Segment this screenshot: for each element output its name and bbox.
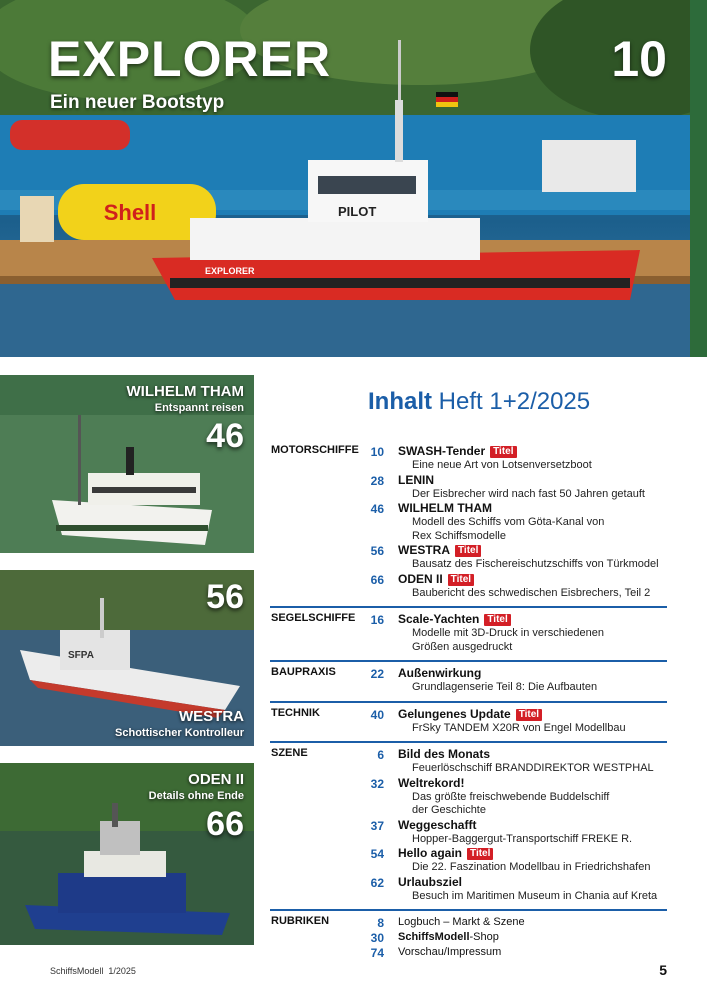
- rubrik-entry[interactable]: [270, 945, 667, 960]
- entry-description: Das größte freischwebende Buddelschiff: [412, 790, 610, 803]
- toc-entry[interactable]: [270, 572, 667, 601]
- entry-title-line: [398, 930, 667, 945]
- titel-badge: Titel: [484, 614, 510, 626]
- toc-entry[interactable]: [270, 543, 667, 572]
- shell-tank-label: Shell: [103, 200, 157, 225]
- entry-title-line: [398, 501, 667, 516]
- entry-page-number: 30: [370, 931, 384, 945]
- footer-page-number: 5: [659, 962, 667, 978]
- toc-entry[interactable]: [270, 707, 667, 736]
- toc-entry[interactable]: [270, 501, 667, 543]
- toc-heading: [368, 388, 590, 416]
- entry-title-line: [398, 776, 667, 791]
- rubrik-entry[interactable]: [270, 915, 667, 930]
- entry-title-line: [398, 875, 667, 890]
- entry-title: Scale-Yachten: [398, 612, 480, 626]
- thumb-title: WILHELM THAM: [126, 383, 244, 400]
- entry-page-number: 37: [370, 818, 384, 833]
- toc-entry[interactable]: [270, 473, 667, 502]
- entry-page-number: 16: [370, 613, 384, 627]
- hero-subtitle: Ein neuer Bootstyp: [50, 92, 225, 113]
- entry-page-number: 32: [370, 776, 384, 791]
- section-label: BAUPRAXIS: [271, 666, 336, 678]
- entry-title: Bild des Monats: [398, 747, 491, 761]
- thumb-westra[interactable]: [0, 570, 254, 746]
- toc-heading-bold: Inhalt: [368, 388, 432, 415]
- toc-entry[interactable]: [270, 818, 667, 847]
- entry-description: Baubericht des schwedischen Eisbrechers, Teil 2: [412, 586, 651, 599]
- entry-title-line: [398, 747, 667, 762]
- entry-title: Logbuch – Markt & Szene: [398, 916, 525, 928]
- entry-title: Weggeschafft: [398, 817, 477, 832]
- entry-page-number: 28: [370, 473, 384, 488]
- thumb-subtitle: Schottischer Kontrolleur: [115, 727, 244, 739]
- entry-title: Hello again: [398, 846, 463, 860]
- entry-description: FrSky TANDEM X20R von Engel Modellbau: [412, 721, 626, 734]
- toc-section: [270, 703, 667, 744]
- titel-badge: Titel: [448, 574, 474, 586]
- toc-entry[interactable]: [270, 444, 667, 473]
- entry-page-number: 56: [370, 544, 384, 558]
- entry-title: -Shop: [469, 931, 499, 943]
- titel-badge: Titel: [516, 709, 542, 721]
- section-label: SEGELSCHIFFE: [271, 612, 356, 624]
- entry-title: Weltrekord!: [398, 775, 465, 790]
- thumb-page-number: 66: [206, 805, 244, 843]
- toc-entry[interactable]: [270, 612, 667, 654]
- pilot-label: PILOT: [338, 204, 377, 219]
- entry-title: Gelungenes Update: [398, 706, 511, 721]
- entry-title-line: [398, 543, 667, 558]
- entry-page-number: 74: [370, 946, 384, 960]
- toc-section-rubriken: [270, 911, 667, 966]
- entry-title: Urlaubsziel: [398, 874, 463, 889]
- hero-title: EXPLORER: [48, 31, 332, 87]
- entry-description: der Geschichte: [412, 804, 486, 816]
- entry-page-number: 54: [370, 847, 384, 861]
- entry-page-number: 40: [370, 707, 384, 722]
- boat-name-label: EXPLORER: [205, 266, 255, 276]
- entry-description: Eine neue Art von Lotsenversetzboot: [412, 459, 592, 471]
- titel-badge: Titel: [467, 848, 493, 860]
- toc-entry[interactable]: [270, 875, 667, 904]
- toc-entry[interactable]: [270, 747, 667, 776]
- entry-page-number: 22: [370, 667, 384, 681]
- entry-page-number: 66: [370, 572, 384, 587]
- toc-section: [270, 608, 667, 662]
- entry-title: SWASH-Tender: [398, 444, 486, 458]
- entry-title-line: [398, 846, 667, 861]
- entry-description: Modelle mit 3D-Druck in verschiedenen: [412, 627, 604, 639]
- entry-description: Der Eisbrecher wird nach fast 50 Jahren getauft: [412, 487, 645, 500]
- section-label: MOTORSCHIFFE: [271, 444, 359, 456]
- toc-entry[interactable]: [270, 846, 667, 875]
- footer-issue: 1/2025: [108, 966, 136, 976]
- entry-page-number: 46: [370, 502, 384, 516]
- rubrik-entry[interactable]: [270, 930, 667, 945]
- entry-title: Außenwirkung: [398, 666, 482, 680]
- thumb-page-number: 46: [206, 417, 244, 455]
- table-of-contents: [270, 440, 667, 966]
- entry-title: LENIN: [398, 472, 434, 487]
- entry-title-line: [398, 612, 667, 627]
- entry-description: Rex Schiffsmodelle: [412, 529, 506, 542]
- entry-description: Bausatz des Fischereischutzschiffs von Türkmodel: [412, 558, 659, 570]
- entry-title: Vorschau/Impressum: [398, 946, 502, 958]
- entry-title: WESTRA: [398, 543, 450, 557]
- entry-title-line: [398, 444, 667, 459]
- toc-section: [270, 662, 667, 703]
- entry-description: Besuch im Maritimen Museum in Chania auf Kreta: [412, 889, 658, 902]
- thumb-wilhelm-tham[interactable]: [0, 375, 254, 553]
- titel-badge: Titel: [455, 545, 481, 557]
- hero-image: [0, 0, 707, 357]
- toc-heading-rest: Heft 1+2/2025: [438, 388, 591, 415]
- toc-entry[interactable]: [270, 666, 667, 695]
- entry-title-line: [398, 818, 667, 833]
- section-label: RUBRIKEN: [271, 915, 330, 927]
- entry-title-bold: SchiffsModell: [398, 931, 470, 943]
- thumb-subtitle: Details ohne Ende: [148, 790, 244, 802]
- entry-page-number: 6: [377, 748, 384, 762]
- entry-title-line: [398, 915, 667, 930]
- entry-title: WILHELM THAM: [398, 501, 492, 515]
- entry-title-line: [398, 473, 667, 488]
- entry-description: Größen ausgedruckt: [412, 640, 513, 653]
- toc-section: [270, 743, 667, 911]
- sfpa-label: SFPA: [68, 650, 94, 661]
- entry-description: Modell des Schiffs vom Göta-Kanal von: [412, 516, 605, 528]
- entry-title-line: [398, 572, 667, 587]
- entry-title: ODEN II: [398, 571, 443, 586]
- entry-description: Feuerlöschschiff BRANDDIREKTOR WESTPHAL: [412, 762, 654, 774]
- entry-title-line: [398, 666, 667, 681]
- section-label: TECHNIK: [271, 706, 320, 719]
- toc-entry[interactable]: [270, 776, 667, 818]
- entry-description: Grundlagenserie Teil 8: Die Aufbauten: [412, 681, 598, 693]
- footer-magazine-name: SchiffsModell: [50, 966, 104, 976]
- entry-page-number: 10: [370, 445, 384, 459]
- thumb-oden-ii[interactable]: [0, 763, 254, 945]
- thumb-page-number: 56: [206, 578, 244, 616]
- section-label: SZENE: [271, 747, 308, 759]
- entry-description: Die 22. Faszination Modellbau in Friedrichshafen: [412, 861, 651, 873]
- thumb-title: WESTRA: [179, 708, 244, 725]
- thumb-title: ODEN II: [188, 771, 244, 788]
- entry-page-number: 62: [370, 875, 384, 890]
- entry-page-number: 8: [377, 916, 384, 930]
- thumb-subtitle: Entspannt reisen: [154, 402, 244, 414]
- entry-title-line: [398, 945, 667, 960]
- hero-page-number: 10: [611, 31, 667, 87]
- footer-magazine: [50, 966, 136, 976]
- toc-section: [270, 440, 667, 608]
- titel-badge: Titel: [490, 446, 516, 458]
- entry-description: Hopper-Baggergut-Transportschiff FREKE R.: [412, 832, 633, 845]
- entry-title-line: [398, 707, 667, 722]
